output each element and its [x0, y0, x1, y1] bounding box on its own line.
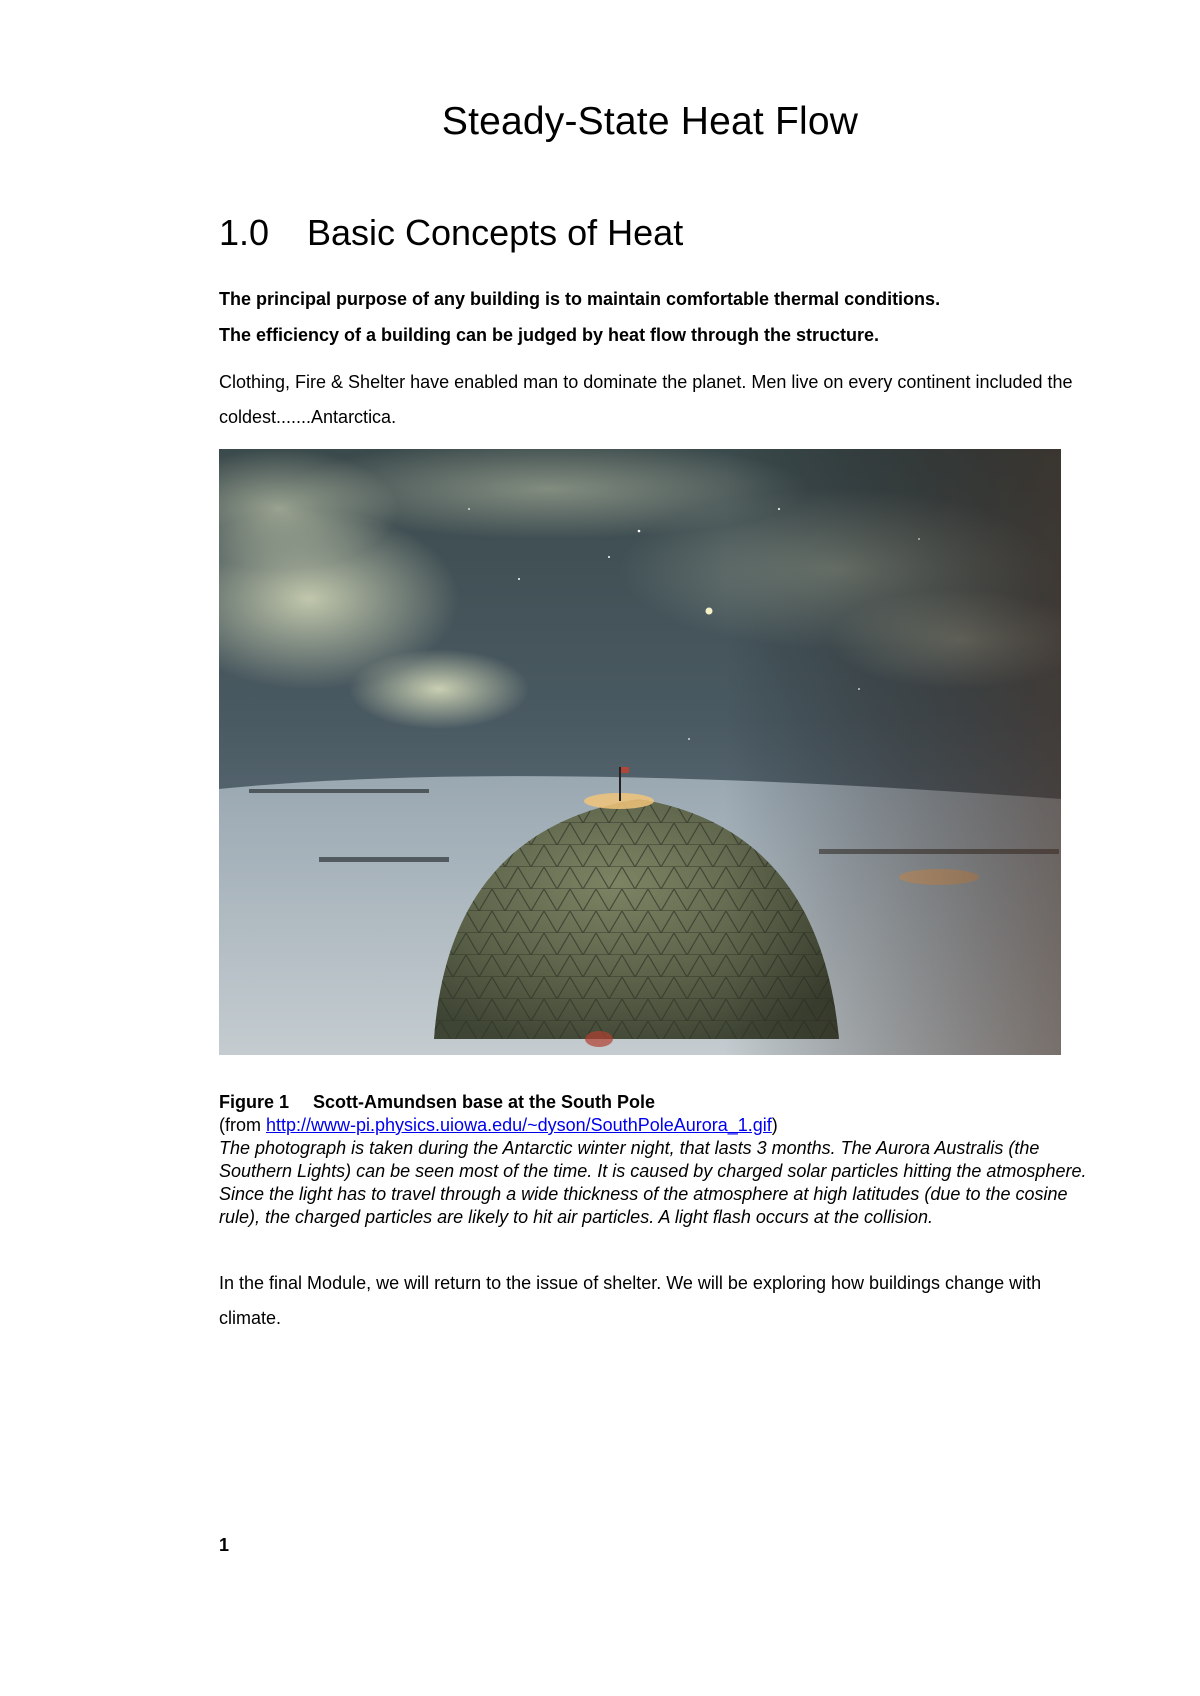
document-title: Steady-State Heat Flow: [441, 100, 859, 143]
figure-source-prefix: (from: [219, 1115, 266, 1135]
figure-label: Figure 1: [219, 1092, 290, 1112]
page-number: 1: [219, 1535, 230, 1555]
key-statements: [219, 281, 1089, 353]
figure-source-link[interactable]: http://www-pi.physics.uiowa.edu/~dyson/SouthPoleAurora_1.gif: [266, 1115, 772, 1135]
figure-source: [219, 1114, 1099, 1137]
section-title: Basic Concepts of Heat: [307, 212, 684, 253]
figure-caption: [219, 1091, 1099, 1229]
figure-source-suffix: ): [771, 1115, 778, 1135]
key-statement-efficiency: The efficiency of a building can be judged by heat flow through the structure.: [219, 325, 880, 345]
key-statement-purpose: The principal purpose of any building is to maintain comfortable thermal conditions.: [219, 289, 941, 309]
south-pole-photo-illustration: [219, 449, 1061, 1055]
south-pole-photo: [219, 449, 1061, 1055]
intro-paragraph: Clothing, Fire & Shelter have enabled man to dominate the planet. Men live on every continent included the coldest.......Antarctica.: [219, 372, 1073, 427]
section-heading: [219, 212, 683, 254]
figure-title-line: [219, 1091, 1099, 1114]
section-number: 1.0: [219, 212, 270, 253]
figure-title: Scott-Amundsen base at the South Pole: [313, 1092, 656, 1112]
figure-description: The photograph is taken during the Antarctic winter night, that lasts 3 months. The Aurora Australis (the Southern Lights) can be seen most of the time. It is caused by charged solar particles hitting the atmosphere. Since the light has to travel through a wide thickness of the atmosphere at high latitudes (due to the cosine rule), the charged particles are likely to hit air particles. A light flash occurs at the collision.: [219, 1138, 1087, 1227]
closing-paragraph: In the final Module, we will return to the issue of shelter. We will be exploring how buildings change with climate.: [219, 1273, 1042, 1328]
